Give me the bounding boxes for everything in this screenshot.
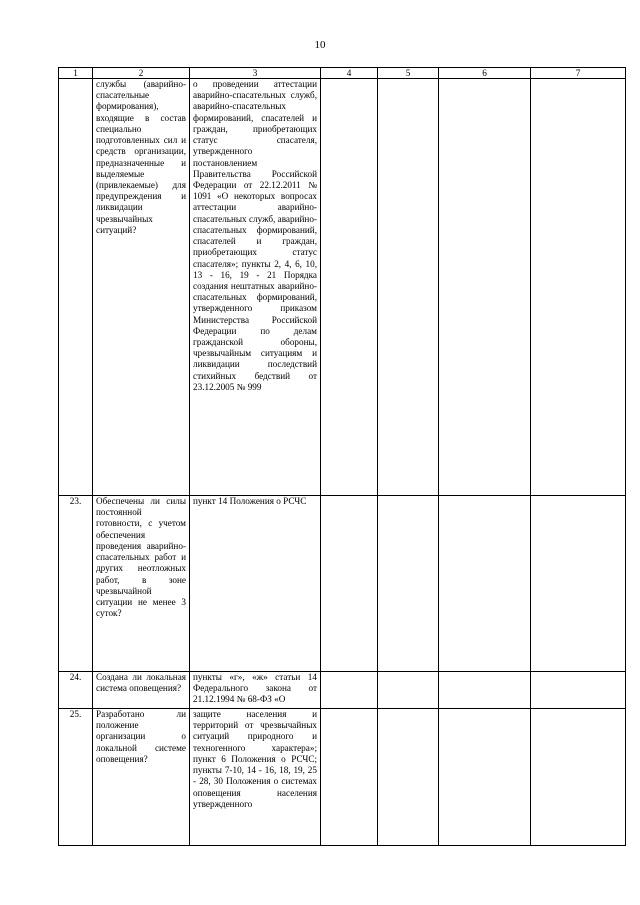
column-header: 7 xyxy=(531,68,626,79)
column-header: 4 xyxy=(321,68,378,79)
answer-cell xyxy=(378,496,439,672)
table-row xyxy=(59,672,626,709)
column-header: 2 xyxy=(93,68,190,79)
column-header: 3 xyxy=(190,68,321,79)
column-header: 5 xyxy=(378,68,439,79)
answer-cell xyxy=(439,496,531,672)
answer-cell xyxy=(378,672,439,709)
answer-cell xyxy=(531,709,626,846)
answer-cell xyxy=(531,496,626,672)
legal-reference: пункты «г», «ж» статьи 14 Федерального закона от 21.12.1994 № 68-ФЗ «О xyxy=(190,672,321,709)
table-row xyxy=(59,709,626,846)
answer-cell xyxy=(439,79,531,496)
column-header: 1 xyxy=(59,68,93,79)
page-number: 10 xyxy=(314,39,326,51)
answer-cell xyxy=(531,79,626,496)
requirement-question: Создана ли локальная система оповещения? xyxy=(93,672,190,709)
answer-cell xyxy=(378,79,439,496)
table-row xyxy=(59,79,626,496)
answer-cell xyxy=(378,709,439,846)
header-row xyxy=(59,68,626,79)
row-number xyxy=(59,79,93,496)
checklist-table xyxy=(58,67,626,846)
answer-cell xyxy=(321,79,378,496)
answer-cell xyxy=(321,496,378,672)
legal-reference: о проведении аттестации аварийно-спасательных служб, аварийно-спасательных формирований, спасателей и граждан, приобретающих статус спасателя, утвержденного постановлением Правительства Российской Федерации от 22.12.2011 № 1091 «О некоторых вопросах аттестации аварийно-спасательных служб, аварийно-спасательных формирований, спасателей и граждан, приобретающих статус спасателя»; пункты 2, 4, 6, 10, 13 - 16, 19 - 21 Порядка создания нештатных аварийно-спасательных формирований, утвержденного приказом Министерства Российской Федерации по делам гражданской обороны, чрезвычайным ситуациям и ликвидации последствий стихийных бедствий от 23.12.2005 № 999 xyxy=(190,79,321,496)
answer-cell xyxy=(321,672,378,709)
answer-cell xyxy=(321,709,378,846)
answer-cell xyxy=(531,672,626,709)
requirement-question: службы (аварийно-спасательные формирования), входящие в состав специально подготовленных сил и средств организации, предназначенные и выделяемые (привлекаемые) для предупреждения и ликвидации чрезвычайных ситуаций? xyxy=(93,79,190,496)
answer-cell xyxy=(439,672,531,709)
legal-reference: защите населения и территорий от чрезвычайных ситуаций природного и техногенного характера»; пункт 6 Положения о РСЧС; пункты 7-10, 14 - 16, 18, 19, 25 - 28, 30 Положения о системах оповещения населения утвержденного xyxy=(190,709,321,846)
row-number: 25. xyxy=(59,709,93,846)
table-row xyxy=(59,496,626,672)
legal-reference: пункт 14 Положения о РСЧС xyxy=(190,496,321,672)
row-number: 24. xyxy=(59,672,93,709)
answer-cell xyxy=(439,709,531,846)
requirement-question: Обеспечены ли силы постоянной готовности, с учетом обеспечения проведения аварийно-спасательных работ и других неотложных работ, в зоне чрезвычайной ситуации не менее 3 суток? xyxy=(93,496,190,672)
requirement-question: Разработано ли положение организации о локальной системе оповещения? xyxy=(93,709,190,846)
row-number: 23. xyxy=(59,496,93,672)
column-header: 6 xyxy=(439,68,531,79)
